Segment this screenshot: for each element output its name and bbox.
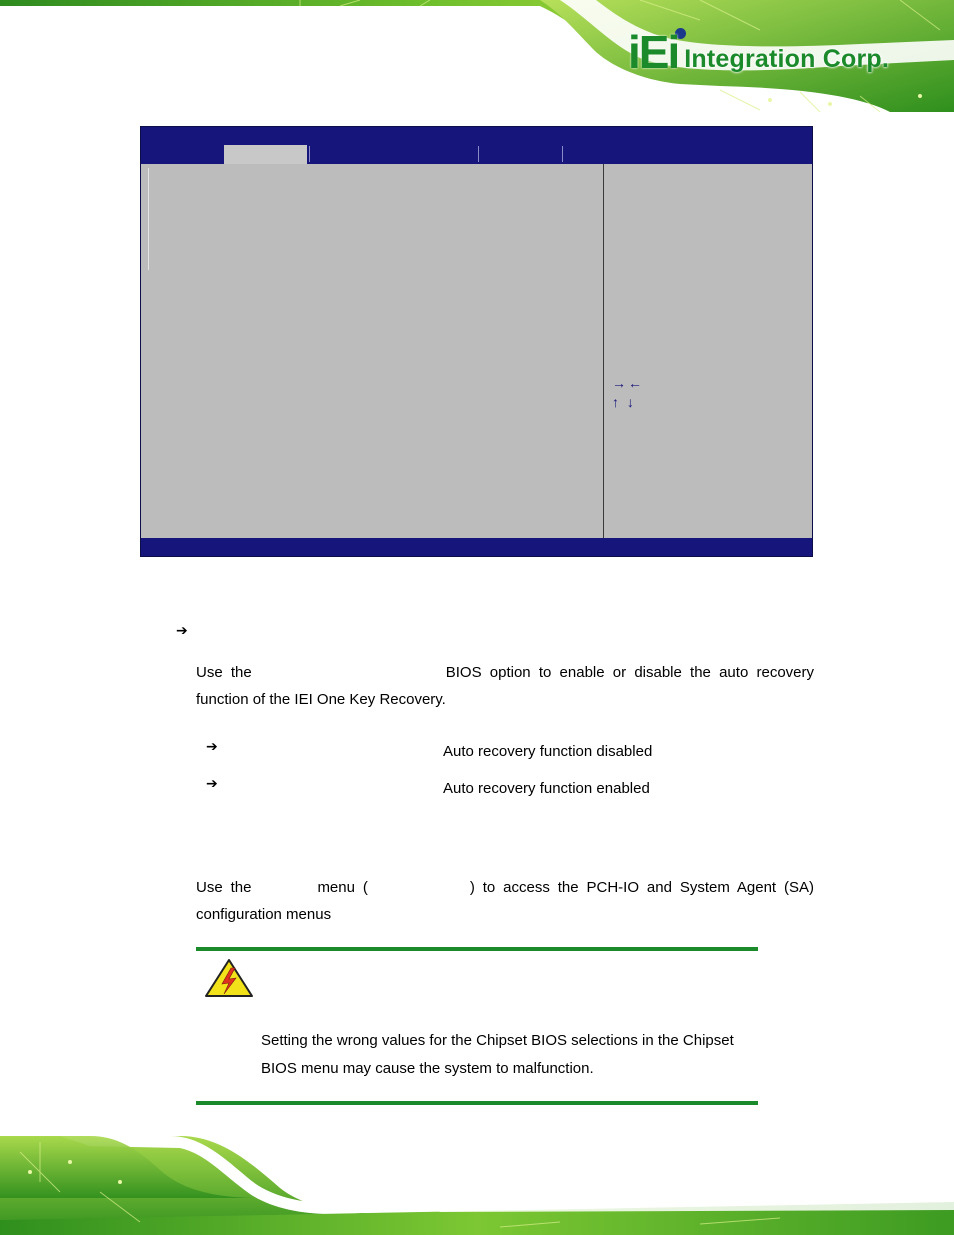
option-arrow-icon: ➔: [206, 738, 218, 754]
option-description-disabled: Auto recovery function disabled: [443, 743, 653, 760]
company-name: Integration Corp.: [684, 45, 890, 73]
bios-tab-advanced[interactable]: [224, 145, 307, 164]
bios-tab-save-exit[interactable]: [563, 145, 653, 164]
bios-options-pane: [141, 164, 603, 538]
bios-tab-boot[interactable]: [391, 145, 477, 164]
menu-text-3: ) to access the PCH-IO and System Agent (SA) configuration menus: [196, 879, 814, 923]
bullet-arrow-icon: ➔: [176, 622, 188, 638]
menu-text-1: Use the: [196, 879, 252, 896]
warning-text: Setting the wrong values for the Chipset BIOS selections in the Chipset BIOS menu may cause the system to malfunction.: [261, 1032, 734, 1077]
intro-prefix: Use the: [196, 664, 252, 681]
auto-recovery-paragraph: [196, 659, 814, 713]
chipset-paragraph: [196, 874, 814, 928]
bios-menu-bar: [141, 127, 812, 164]
bios-screenshot: [140, 126, 813, 557]
warning-icon: [204, 958, 254, 998]
bios-tab-main[interactable]: [141, 145, 223, 164]
bios-key-hint-select-screen: →←: [612, 375, 644, 391]
page-header-banner: [0, 0, 954, 112]
page-footer-banner: [0, 1132, 954, 1235]
option-description-enabled: Auto recovery function enabled: [443, 780, 650, 797]
warning-bottom-rule: [196, 1101, 758, 1105]
bios-tab-chipset[interactable]: [310, 145, 390, 164]
intro-suffix: BIOS option to enable or disable the auto recovery function of the IEI One Key Recovery.: [196, 664, 814, 708]
warning-top-rule: [196, 947, 758, 951]
footer-circuit-graphic: [0, 1132, 954, 1235]
bios-key-hint-select-item: ↑ ↓: [612, 394, 636, 410]
bios-pane-highlight: [148, 168, 149, 270]
menu-text-2: menu (: [317, 879, 368, 896]
bios-tab-security[interactable]: [479, 145, 561, 164]
logo-mark: iEi: [628, 26, 679, 78]
option-arrow-icon: ➔: [206, 775, 218, 791]
bios-help-pane: [604, 164, 812, 538]
bios-status-bar: [141, 538, 812, 556]
company-logo: [628, 24, 890, 78]
